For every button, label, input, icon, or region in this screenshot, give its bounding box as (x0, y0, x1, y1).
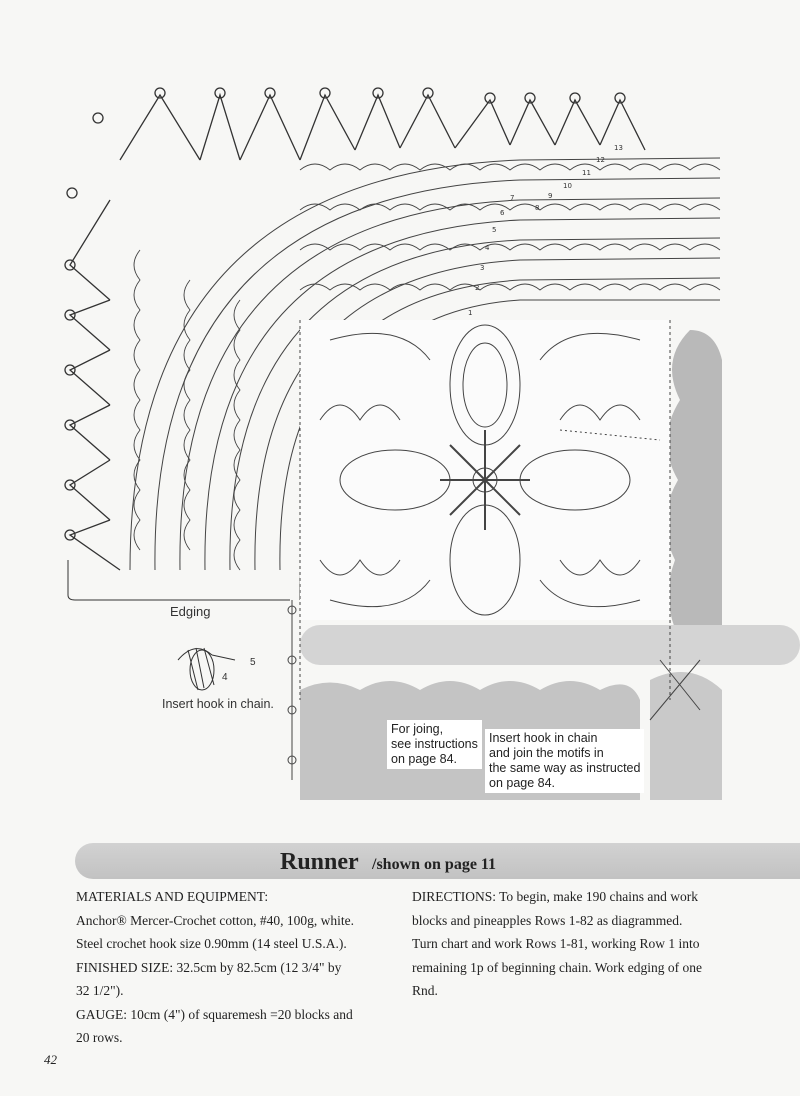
materials-line: Steel crochet hook size 0.90mm (14 steel U.S.A.). (76, 936, 347, 951)
shaded-motif-corner (650, 672, 722, 800)
row-number: 5 (492, 226, 497, 234)
gauge-line: GAUGE: 10cm (4") of squaremesh =20 blocks and (76, 1006, 353, 1022)
finished-size-line: FINISHED SIZE: 32.5cm by 82.5cm (12 3/4" by (76, 959, 342, 975)
row-number: 3 (480, 264, 485, 272)
edging-loops-left (65, 188, 290, 600)
gauge-line: 20 rows. (76, 1030, 123, 1045)
section-subtitle: /shown on page 11 (372, 856, 497, 873)
row-number: 13 (614, 144, 623, 152)
directions-line: remaining 1p of beginning chain. Work edging of one (412, 959, 702, 975)
materials-column (76, 885, 396, 1050)
stitch-number-4: 4 (222, 672, 228, 683)
insert-hook-note: Insert hook in chain and join the motifs in the same way as instructed on page 84. (485, 729, 644, 793)
hook-detail-illustration (178, 648, 235, 690)
row-number: 10 (563, 182, 572, 190)
directions-line: blocks and pineapples Rows 1-82 as diagrammed. (412, 912, 683, 928)
row-number: 6 (500, 209, 505, 217)
directions-line: Rnd. (412, 983, 438, 998)
shaded-band (300, 625, 800, 665)
directions-line: Turn chart and work Rows 1-81, working Row 1 into (412, 936, 700, 951)
edging-loops-top (93, 88, 645, 160)
row-number: 11 (582, 169, 591, 177)
row-number: 2 (475, 284, 480, 292)
row-number: 7 (510, 194, 515, 202)
row-number: 4 (485, 244, 490, 252)
joining-note: For joing, see instructions on page 84. (387, 720, 482, 769)
stitch-number-5: 5 (250, 657, 256, 668)
finished-size-line: 32 1/2"). (76, 983, 124, 998)
section-title: Runner (280, 849, 359, 875)
row-number: 8 (535, 204, 540, 212)
directions-line: DIRECTIONS: To begin, make 190 chains and work (412, 889, 699, 904)
materials-line: Anchor® Mercer-Crochet cotton, #40, 100g, white. (76, 912, 355, 928)
row-number: 12 (596, 156, 605, 164)
materials-heading: MATERIALS AND EQUIPMENT: (76, 889, 269, 904)
row-number: 9 (548, 192, 553, 200)
row-number: 1 (468, 309, 473, 317)
page-number: 42 (44, 1052, 57, 1067)
insert-hook-caption: Insert hook in chain. (162, 697, 274, 711)
edging-label: Edging (170, 604, 211, 619)
shaded-motif-right (666, 330, 722, 650)
directions-column (412, 885, 782, 1003)
